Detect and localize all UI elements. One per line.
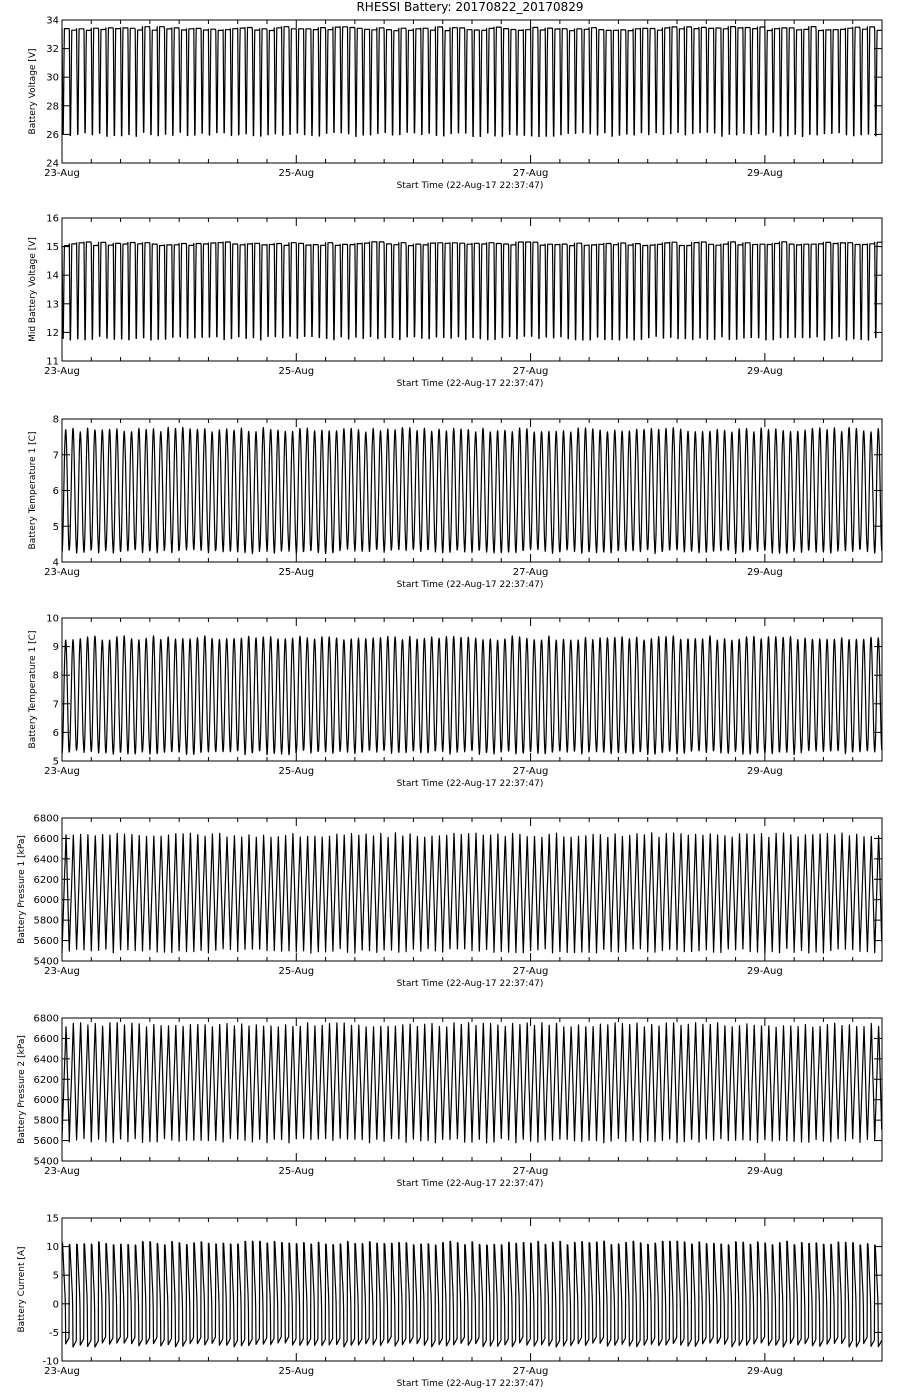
- y-tick-label: 6200: [33, 874, 59, 886]
- y-tick-label: 5400: [33, 956, 59, 968]
- x-axis-label: Start Time (22-Aug-17 22:37:47): [396, 1379, 544, 1389]
- x-axis-label: Start Time (22-Aug-17 22:37:47): [396, 580, 544, 590]
- y-axis-label: Battery Voltage [V]: [28, 48, 38, 135]
- y-axis-label: Battery Pressure 1 [kPa]: [17, 835, 27, 944]
- x-tick-label: 23-Aug: [44, 1366, 80, 1377]
- y-tick-label: 10: [46, 1242, 59, 1254]
- y-tick-label: 5600: [33, 1136, 59, 1148]
- x-axis-label: Start Time (22-Aug-17 22:37:47): [396, 1179, 544, 1189]
- y-tick-label: 6800: [33, 813, 59, 825]
- panel-5: [17, 814, 882, 990]
- y-tick-label: 6600: [33, 833, 59, 845]
- series-line: [62, 636, 882, 755]
- y-tick-label: 15: [46, 1213, 59, 1225]
- panel-6: [17, 1014, 882, 1190]
- x-tick-label: 27-Aug: [512, 567, 549, 578]
- y-tick-label: 6: [52, 486, 59, 497]
- series-line: [62, 1241, 882, 1347]
- series-line: [62, 27, 882, 137]
- y-tick-label: 5: [52, 1270, 59, 1282]
- x-tick-label: 29-Aug: [747, 766, 783, 777]
- panel-7: [17, 1214, 882, 1390]
- y-tick-label: -10: [42, 1356, 59, 1368]
- x-tick-label: 27-Aug: [512, 1166, 549, 1177]
- y-tick-label: 5: [52, 521, 59, 533]
- series-line: [62, 427, 882, 553]
- series-line: [62, 242, 882, 340]
- y-tick-label: 10: [46, 613, 59, 625]
- y-axis-label: Battery Current [A]: [17, 1246, 27, 1333]
- y-tick-label: 4: [52, 557, 59, 569]
- series-line: [62, 1023, 882, 1143]
- x-tick-label: 25-Aug: [278, 766, 315, 777]
- figure-title: RHESSI Battery: 20170822_20170829: [356, 0, 584, 14]
- y-tick-label: 24: [46, 158, 59, 170]
- x-axis-label: Start Time (22-Aug-17 22:37:47): [396, 779, 544, 789]
- x-tick-label: 29-Aug: [747, 168, 783, 179]
- y-axis-label: Battery Temperature 1 [C]: [28, 431, 38, 550]
- x-tick-label: 23-Aug: [44, 1166, 80, 1177]
- y-tick-label: 15: [46, 242, 59, 254]
- y-tick-label: 5: [52, 756, 59, 768]
- x-tick-label: 27-Aug: [512, 766, 549, 777]
- y-tick-label: 14: [46, 270, 59, 282]
- x-tick-label: 23-Aug: [44, 168, 80, 179]
- y-tick-label: 32: [46, 44, 59, 56]
- y-tick-label: 30: [46, 72, 59, 84]
- y-tick-label: 13: [46, 299, 59, 311]
- y-tick-label: 7: [52, 450, 59, 462]
- panels: [17, 16, 882, 1390]
- y-tick-label: 9: [52, 642, 59, 654]
- y-tick-label: 6600: [33, 1033, 59, 1045]
- x-tick-label: 29-Aug: [747, 1166, 783, 1177]
- panel-4: [28, 614, 882, 790]
- y-tick-label: 6400: [33, 854, 59, 866]
- y-tick-label: 8: [52, 670, 59, 682]
- x-tick-label: 27-Aug: [512, 168, 549, 179]
- y-axis-label: Battery Pressure 2 [kPa]: [17, 1035, 27, 1144]
- y-tick-label: -5: [49, 1327, 59, 1339]
- y-tick-label: 11: [46, 356, 59, 368]
- x-tick-label: 23-Aug: [44, 966, 80, 977]
- x-tick-label: 25-Aug: [278, 966, 315, 977]
- x-tick-label: 25-Aug: [278, 567, 315, 578]
- y-axis-label: Mid Battery Voltage [V]: [28, 237, 38, 342]
- x-tick-label: 23-Aug: [44, 567, 80, 578]
- y-tick-label: 6000: [33, 1095, 59, 1107]
- y-axis-label: Battery Temperature 1 [C]: [28, 630, 38, 749]
- x-tick-label: 29-Aug: [747, 366, 783, 377]
- x-tick-label: 27-Aug: [512, 966, 549, 977]
- x-tick-label: 23-Aug: [44, 766, 80, 777]
- x-axis-label: Start Time (22-Aug-17 22:37:47): [396, 181, 544, 191]
- y-tick-label: 5800: [33, 1115, 59, 1127]
- y-tick-label: 28: [46, 101, 59, 113]
- series-line: [62, 833, 882, 953]
- x-tick-label: 25-Aug: [278, 1366, 315, 1377]
- y-tick-label: 6000: [33, 895, 59, 907]
- y-tick-label: 16: [46, 213, 59, 225]
- y-tick-label: 34: [46, 15, 59, 27]
- panel-2: [28, 214, 882, 390]
- x-tick-label: 25-Aug: [278, 168, 315, 179]
- y-tick-label: 26: [46, 129, 59, 141]
- x-tick-label: 29-Aug: [747, 567, 783, 578]
- y-tick-label: 5400: [33, 1156, 59, 1168]
- y-tick-label: 6400: [33, 1054, 59, 1066]
- x-tick-label: 27-Aug: [512, 366, 549, 377]
- x-tick-label: 25-Aug: [278, 366, 315, 377]
- panel-1: [28, 16, 882, 192]
- y-tick-label: 8: [52, 414, 59, 426]
- y-tick-label: 7: [52, 699, 59, 711]
- x-axis-label: Start Time (22-Aug-17 22:37:47): [396, 379, 544, 389]
- y-tick-label: 6800: [33, 1013, 59, 1025]
- y-tick-label: 5800: [33, 915, 59, 927]
- y-tick-label: 12: [46, 327, 59, 339]
- x-axis-label: Start Time (22-Aug-17 22:37:47): [396, 979, 544, 989]
- y-tick-label: 5600: [33, 936, 59, 948]
- x-tick-label: 23-Aug: [44, 366, 80, 377]
- panel-3: [28, 415, 882, 591]
- x-tick-label: 27-Aug: [512, 1366, 549, 1377]
- y-tick-label: 6: [52, 727, 59, 739]
- x-tick-label: 29-Aug: [747, 966, 783, 977]
- y-tick-label: 0: [52, 1299, 59, 1311]
- x-tick-label: 25-Aug: [278, 1166, 315, 1177]
- x-tick-label: 29-Aug: [747, 1366, 783, 1377]
- y-tick-label: 6200: [33, 1074, 59, 1086]
